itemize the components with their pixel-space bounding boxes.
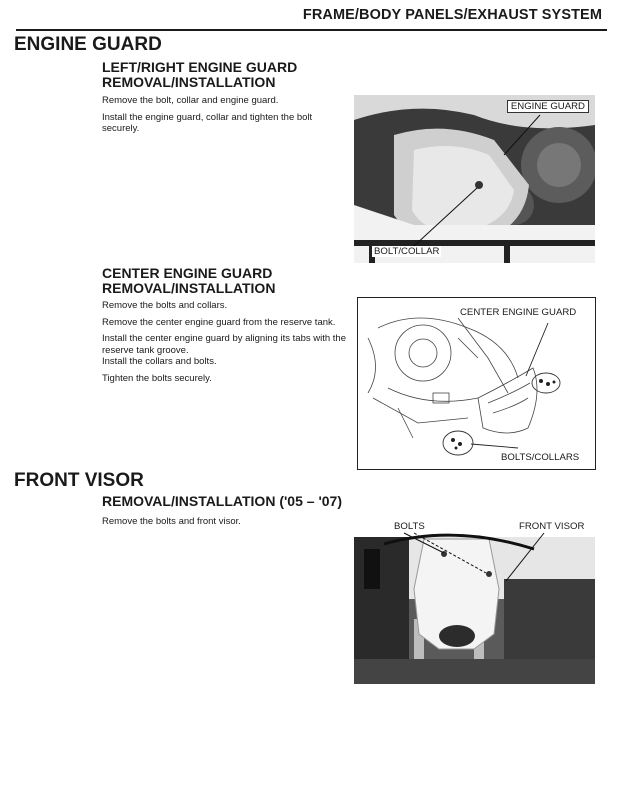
center-step: Remove the bolts and collars. <box>102 300 228 311</box>
page-header-title: FRAME/BODY PANELS/EXHAUST SYSTEM <box>302 7 602 23</box>
front-visor-heading: FRONT VISOR <box>14 470 144 491</box>
center-step: Tighten the bolts securely. <box>102 372 212 384</box>
center-step: Remove the center engine guard from the reserve tank. <box>102 316 336 328</box>
lr-title-line2: REMOVAL/INSTALLATION <box>102 74 276 90</box>
front-visor-step: Remove the bolts and front visor. <box>102 516 241 527</box>
center-step: Install the collars and bolts. <box>102 356 217 367</box>
engine-guard-label: ENGINE GUARD <box>507 100 589 113</box>
center-engine-guard-title <box>102 266 275 296</box>
front-visor-photo <box>354 519 595 684</box>
front-visor-label: FRONT VISOR <box>519 521 585 532</box>
bolt-collar-label: BOLT/COLLAR <box>374 246 440 257</box>
center-engine-guard-label: CENTER ENGINE GUARD <box>460 307 577 318</box>
lr-step: Remove the bolt, collar and engine guard. <box>102 95 279 106</box>
front-visor-subtitle: REMOVAL/INSTALLATION ('05 – '07) <box>102 493 343 509</box>
center-step: Install the center engine guard by aligning its tabs with the reserve tank groove. <box>102 333 346 356</box>
engine-guard-heading: ENGINE GUARD <box>14 34 162 55</box>
visor-bolts-label: BOLTS <box>394 521 425 532</box>
center-engine-guard-drawing <box>358 298 595 469</box>
front-visor-steps <box>102 516 352 533</box>
bolts-collars-label: BOLTS/COLLARS <box>501 452 580 463</box>
engine-guard-leader-lines <box>354 95 595 263</box>
center-title-line1: CENTER ENGINE GUARD <box>102 265 273 281</box>
engine-guard-photo <box>354 95 595 263</box>
center-steps <box>102 300 352 389</box>
lr-steps <box>102 95 352 140</box>
lr-title-line1: LEFT/RIGHT ENGINE GUARD <box>102 59 298 75</box>
visor-leader-lines <box>354 519 595 684</box>
center-engine-guard-diagram <box>357 297 596 470</box>
header-divider <box>16 29 607 31</box>
center-title-line2: REMOVAL/INSTALLATION <box>102 280 276 296</box>
lr-step: Install the engine guard, collar and tighten the bolt securely. <box>102 111 313 134</box>
lr-engine-guard-title <box>102 60 297 90</box>
